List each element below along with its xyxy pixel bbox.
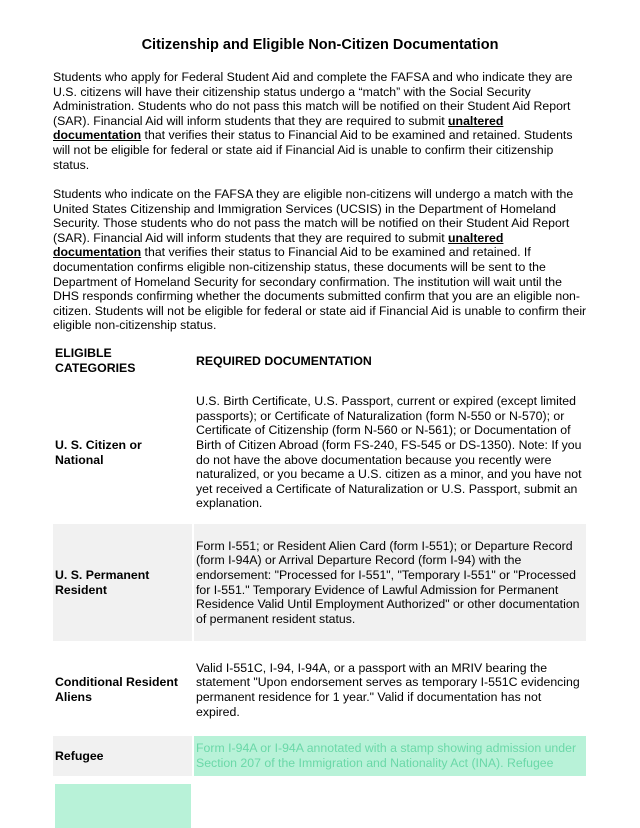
non-citizen-paragraph-text-a: Students who indicate on the FAFSA they are eligible non-citizens will undergo a match with the United States Citizenship and Immigration Services (UCSIS) in the Department of Homeland Security. Those students who do not pass the match will be notified on their Student Aid Report (SAR). Financial Aid will inform students that they are required to submit: [53, 187, 574, 245]
citizen-paragraph-text-a: Students who apply for Federal Student Aid and complete the FAFSA and who indicate they are U.S. citizens will have their citizenship status undergo a “match” with the Social Security Administration. Students who do not pass this match will be notified on their Student Aid Report (SAR). Financial Aid will inform students that they are required to submit: [53, 70, 573, 128]
page-title: Citizenship and Eligible Non-Citizen Documentation: [141, 37, 499, 53]
row-refugee-docs: Form I-94A or I-94A annotated with a stamp showing admission under Section 207 of the Immigration and Nationality Act (INA). Refugee: [194, 736, 586, 776]
row-conditional-resident-docs: Valid I-551C, I-94, I-94A, or a passport with an MRIV bearing the statement "Upon endorsement serves as temporary I-551C evidencing permanent residence for 1 year." Valid if documentation has not expired.: [196, 660, 580, 719]
highlighted-cell: [55, 784, 191, 828]
unaltered-documentation-link-1[interactable]: unaltered documentation: [53, 113, 504, 143]
unaltered-documentation-link-2[interactable]: unaltered documentation: [53, 230, 504, 260]
citizen-paragraph: [53, 70, 589, 172]
non-citizen-paragraph-text-b: that verifies their status to Financial Aid to be examined and retained. If documentation confirms eligible non-citizenship status, these documents will be sent to the Department of Homeland Security for secondary confirmation. The institution will wait until the DHS responds confirming whether the documents submitted confirm that you are an eligible non-citizen. Students will not be eligible for federal or state aid if Financial Aid is unable to confirm their eligible non-citizenship status.: [53, 245, 587, 333]
row-permanent-resident-docs: Form I-551; or Resident Alien Card (form I-551); or Departure Record (form I-94A) or Arrival Departure Record (form I-94) with the endorsement: "Processed for I-551", "Temporary I-551" or "Processed for I-551." Temporary Evidence of Lawful Admission for Permanent Residence Valid Until Employment Authorized" or other documentation of permanent resident status.: [194, 524, 586, 641]
row-refugee-category: Refugee: [53, 736, 192, 776]
row-citizen-category: U. S. Citizen or National: [55, 437, 142, 467]
non-citizen-paragraph: [53, 187, 589, 333]
header-required-documentation: REQUIRED DOCUMENTATION: [196, 353, 372, 368]
citizen-paragraph-text-b: that verifies their status to Financial Aid to be examined and retained. Students will not be eligible for federal or state aid if Financial Aid is unable to confirm their citizenship status.: [53, 128, 573, 172]
row-citizen-docs: U.S. Birth Certificate, U.S. Passport, current or expired (except limited passports); or Certificate of Naturalization (form N-550 or N-570); or Certificate of Citizenship (form N-560 or N-561); or Documentation of Birth of Citizen Abroad (form FS-240, FS-545 or DS-1350). Note: If you do not have the above documentation because you recently were naturalized, or you became a U.S. citizen as a minor, and you have not yet received a Certificate of Naturalization or U.S. Passport, submit an explanation.: [196, 394, 582, 511]
header-eligible-categories: ELIGIBLE CATEGORIES: [55, 346, 136, 375]
row-permanent-resident-category: U. S. Permanent Resident: [53, 524, 192, 641]
row-conditional-resident-category: Conditional Resident Aliens: [55, 675, 178, 704]
